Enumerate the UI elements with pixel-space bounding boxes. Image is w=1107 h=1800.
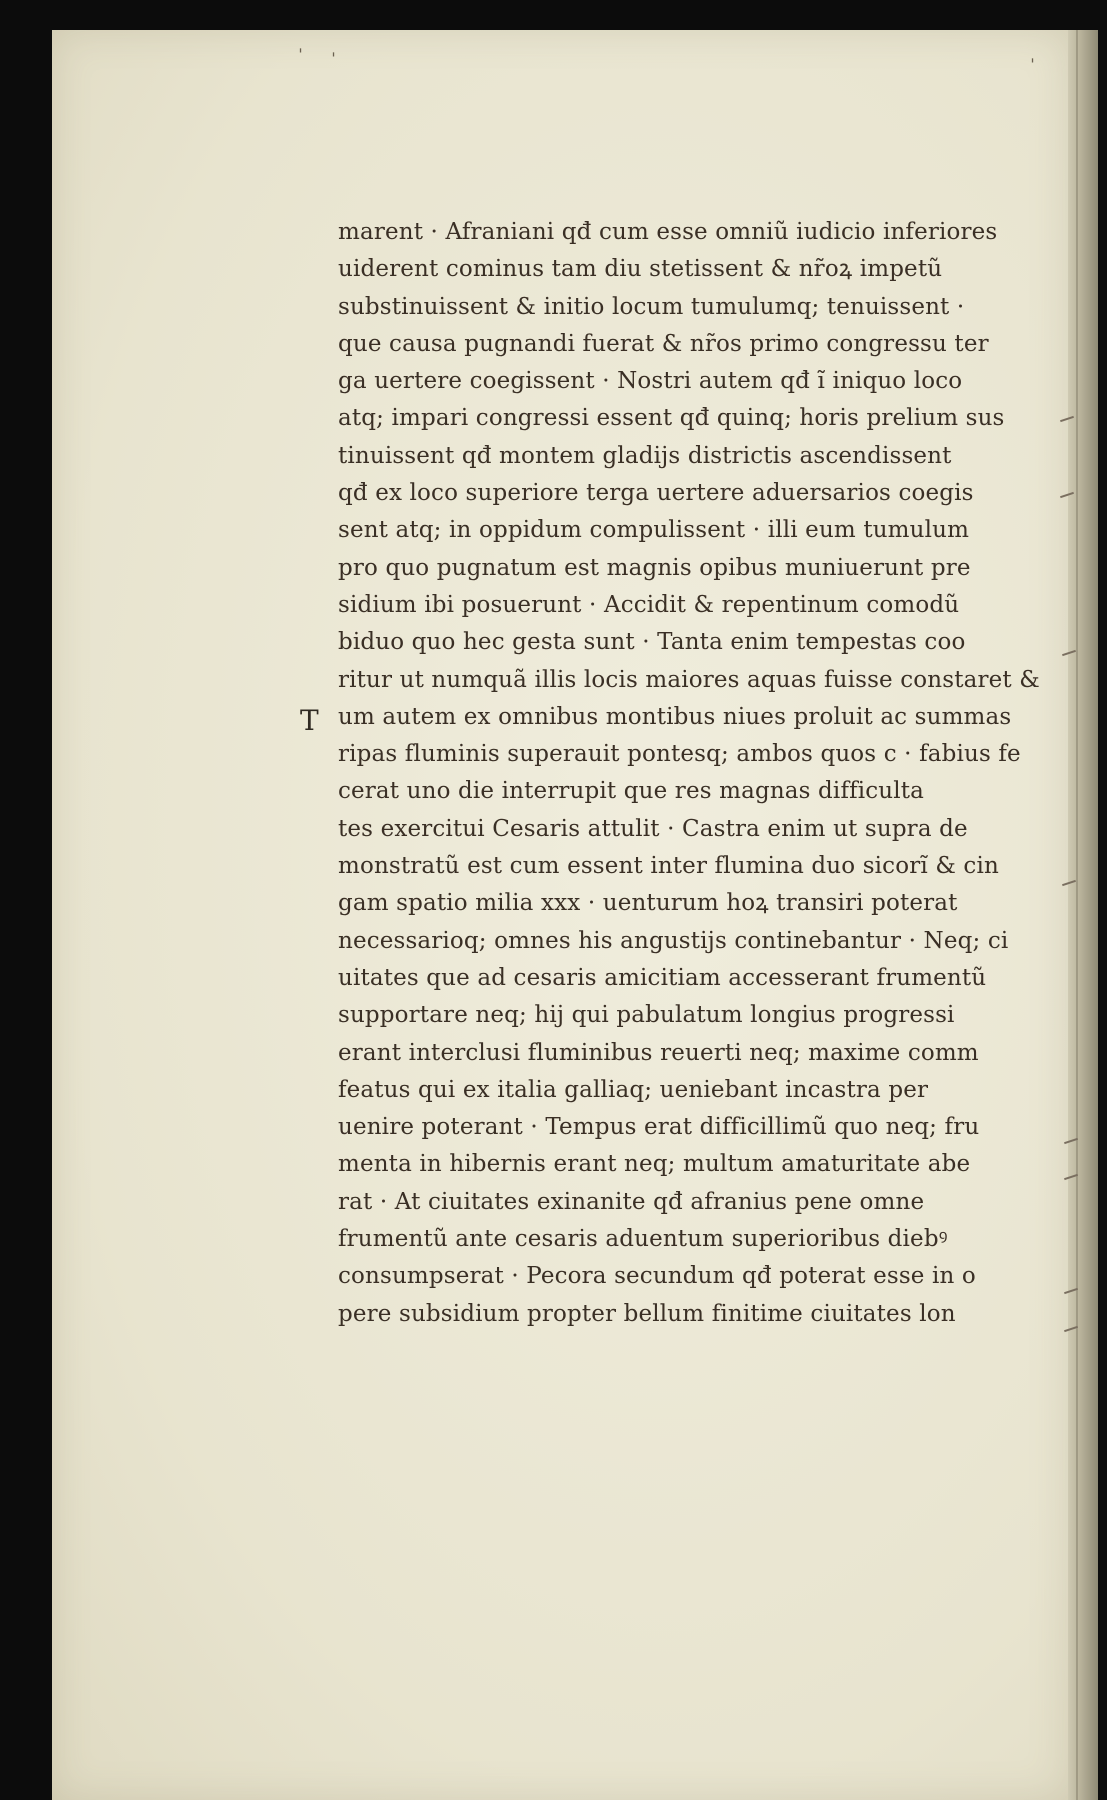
text-line: biduo quo hec gesta sunt · Tanta enim tempestas coo xyxy=(338,629,966,656)
text-line: featus qui ex italia galliaq; ueniebant incastra per xyxy=(338,1076,929,1103)
text-line: menta in hibernis erant neq; multum amaturitate abe xyxy=(338,1151,971,1178)
text-line: ga uertere coegissent · Nostri autem qđ ĩ iniquo loco xyxy=(338,368,963,395)
text-line: frumentũ ante cesaris aduentum superioribus diebꝰ xyxy=(338,1226,948,1253)
text-line: pro quo pugnatum est magnis opibus muniuerunt pre xyxy=(338,554,971,581)
margin-tick-mark: ˈ xyxy=(331,50,336,71)
text-line: uitates que ad cesaris amicitiam accesserant frumentũ xyxy=(338,964,987,991)
text-line: rat · At ciuitates exinanite qđ afranius pene omne xyxy=(338,1188,925,1215)
margin-tick-mark: ˈ xyxy=(298,46,303,67)
text-line: que causa pugnandi fuerat & nr̃os primo congressu ter xyxy=(338,330,989,357)
text-line: tinuissent qđ montem gladijs districtis ascendissent xyxy=(338,442,952,469)
text-line: erant interclusi fluminibus reuerti neq; maxime comm xyxy=(338,1039,979,1066)
text-line: um autem ex omnibus montibus niues proluit ac summas xyxy=(338,703,1012,730)
text-line: consumpserat · Pecora secundum qđ poterat esse in o xyxy=(338,1263,976,1290)
text-line: atq; impari congressi essent qđ quinq; horis prelium sus xyxy=(338,405,1005,432)
text-line: tes exercitui Cesaris attulit · Castra enim ut supra de xyxy=(338,815,968,842)
text-line: cerat uno die interrupit que res magnas difficulta xyxy=(338,778,925,805)
text-line: sent atq; in oppidum compulissent · illi eum tumulum xyxy=(338,517,970,544)
text-line: ripas fluminis superauit pontesq; ambos quos c · fabius fe xyxy=(338,741,1021,768)
text-line: gam spatio milia xxx · uenturum hoꝝ transiri poterat xyxy=(338,890,958,917)
text-line: qđ ex loco superiore terga uertere aduersarios coegis xyxy=(338,480,974,507)
text-line: ritur ut numquã illis locis maiores aquas fuisse constaret & xyxy=(338,666,1040,693)
text-line: marent · Afraniani qđ cum esse omniũ iudicio inferiores xyxy=(338,219,998,245)
text-line: substinuissent & initio locum tumulumq; tenuissent · xyxy=(338,293,965,320)
text-line: sidium ibi posuerunt · Accidit & repentinum comodũ xyxy=(338,591,960,618)
text-line: pere subsidium propter bellum finitime ciuitates lon xyxy=(338,1300,956,1327)
text-line: monstratũ est cum essent inter flumina duo sicorĩ & cin xyxy=(338,853,999,880)
margin-tick-mark: ˈ xyxy=(1030,56,1035,77)
initial-letter: T xyxy=(300,704,319,737)
text-line: uiderent cominus tam diu stetissent & nr̃oꝝ impetũ xyxy=(338,256,943,283)
text-line: uenire poterant · Tempus erat difficillimũ quo neq; fru xyxy=(338,1114,980,1141)
text-line: necessarioq; omnes his angustijs continebantur · Neq; ci xyxy=(338,927,1009,954)
manuscript-text xyxy=(338,214,1078,1333)
text-line: supportare neq; hij qui pabulatum longius progressi xyxy=(338,1002,955,1029)
